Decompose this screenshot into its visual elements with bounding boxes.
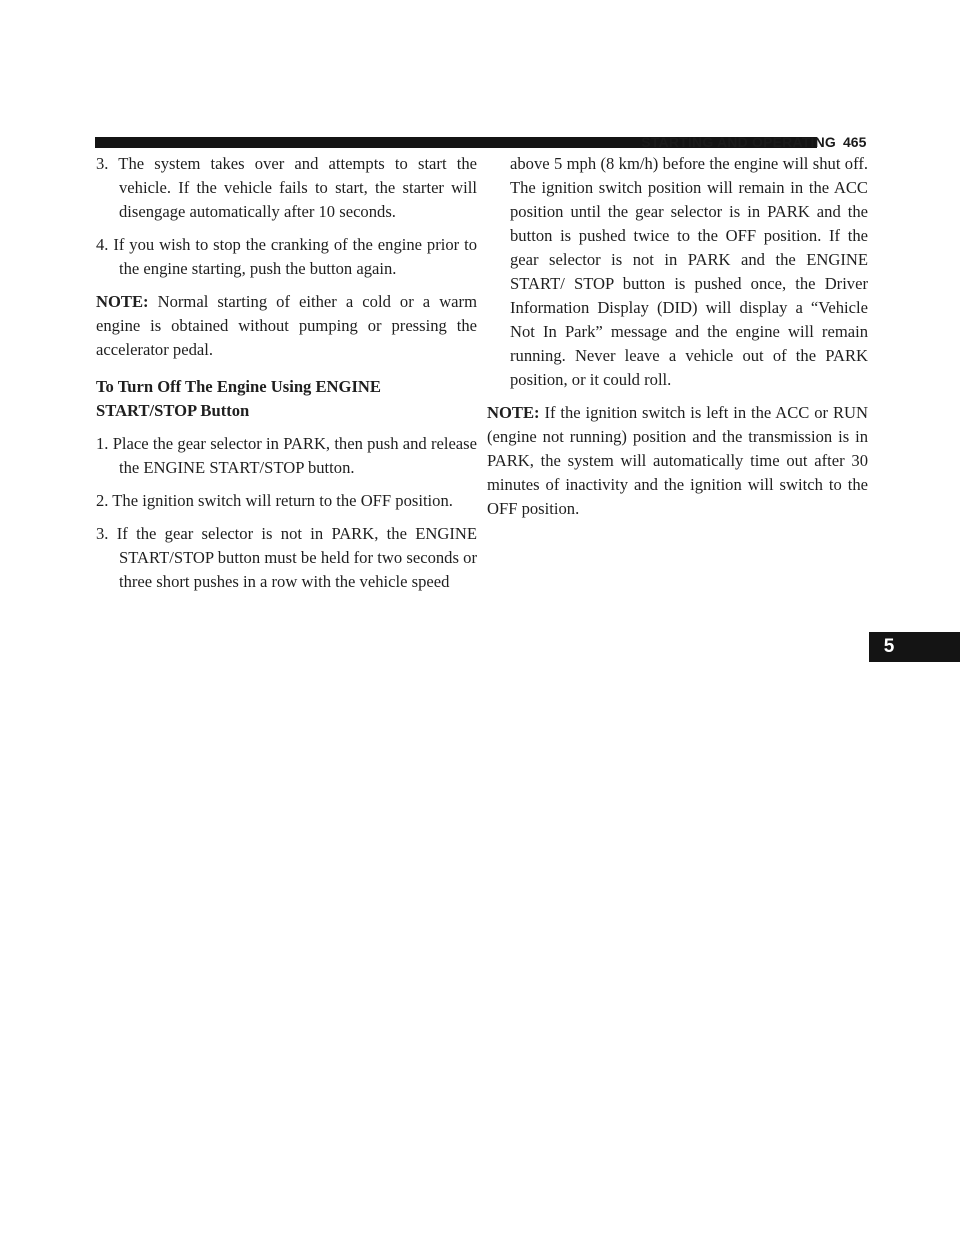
off-step-2: 2. The ignition switch will return to the OFF position.	[96, 491, 453, 510]
note-paragraph	[96, 290, 477, 362]
right-column	[487, 141, 868, 530]
off-step-3: 3. If the gear selector is not in PARK, the ENGINE START/STOP button must be held for two seconds or three short pushes in a row with the vehicle speed	[96, 524, 477, 591]
step-3-continued: above 5 mph (8 km/h) before the engine will shut off. The ignition switch position will remain in the ACC position until the gear selector is in PARK and the button is pushed twice to the OFF position. If the gear selector is not in PARK and the ENGINE START/ STOP button is pushed once, the Driver Information Display (DID) will display a “Vehicle Not In Park” message and the engine will remain running. Never leave a vehicle out of the PARK position, or it could roll.	[510, 154, 868, 389]
section-title: STARTING AND OPERATING	[641, 134, 836, 150]
note-paragraph-2	[487, 401, 868, 521]
note-text: Normal starting of either a cold or a warm engine is obtained without pumping or pressing the accelerator pedal.	[96, 292, 477, 359]
note-text-2: If the ignition switch is left in the ACC or RUN (engine not running) position and the transmission is in PARK, the system will automatically time out after 30 minutes of inactivity and the ignition will switch to the OFF position.	[487, 403, 868, 518]
section-heading	[96, 375, 477, 423]
step-4: 4. If you wish to stop the cranking of the engine prior to the engine starting, push the button again.	[96, 235, 477, 278]
chapter-number: 5	[883, 636, 895, 657]
off-step-1: 1. Place the gear selector in PARK, then push and release the ENGINE START/STOP button.	[96, 434, 477, 477]
heading-line-2: START/STOP Button	[96, 401, 250, 420]
step-3: 3. The system takes over and attempts to start the vehicle. If the vehicle fails to start, the starter will disengage automatically after 10 seconds.	[96, 154, 477, 221]
note-label-2: NOTE:	[487, 403, 540, 422]
note-label: NOTE:	[96, 292, 149, 311]
left-column	[96, 141, 477, 603]
heading-line-1: To Turn Off The Engine Using ENGINE	[96, 377, 381, 396]
page-number: 465	[843, 134, 867, 150]
chapter-tab	[869, 632, 960, 662]
